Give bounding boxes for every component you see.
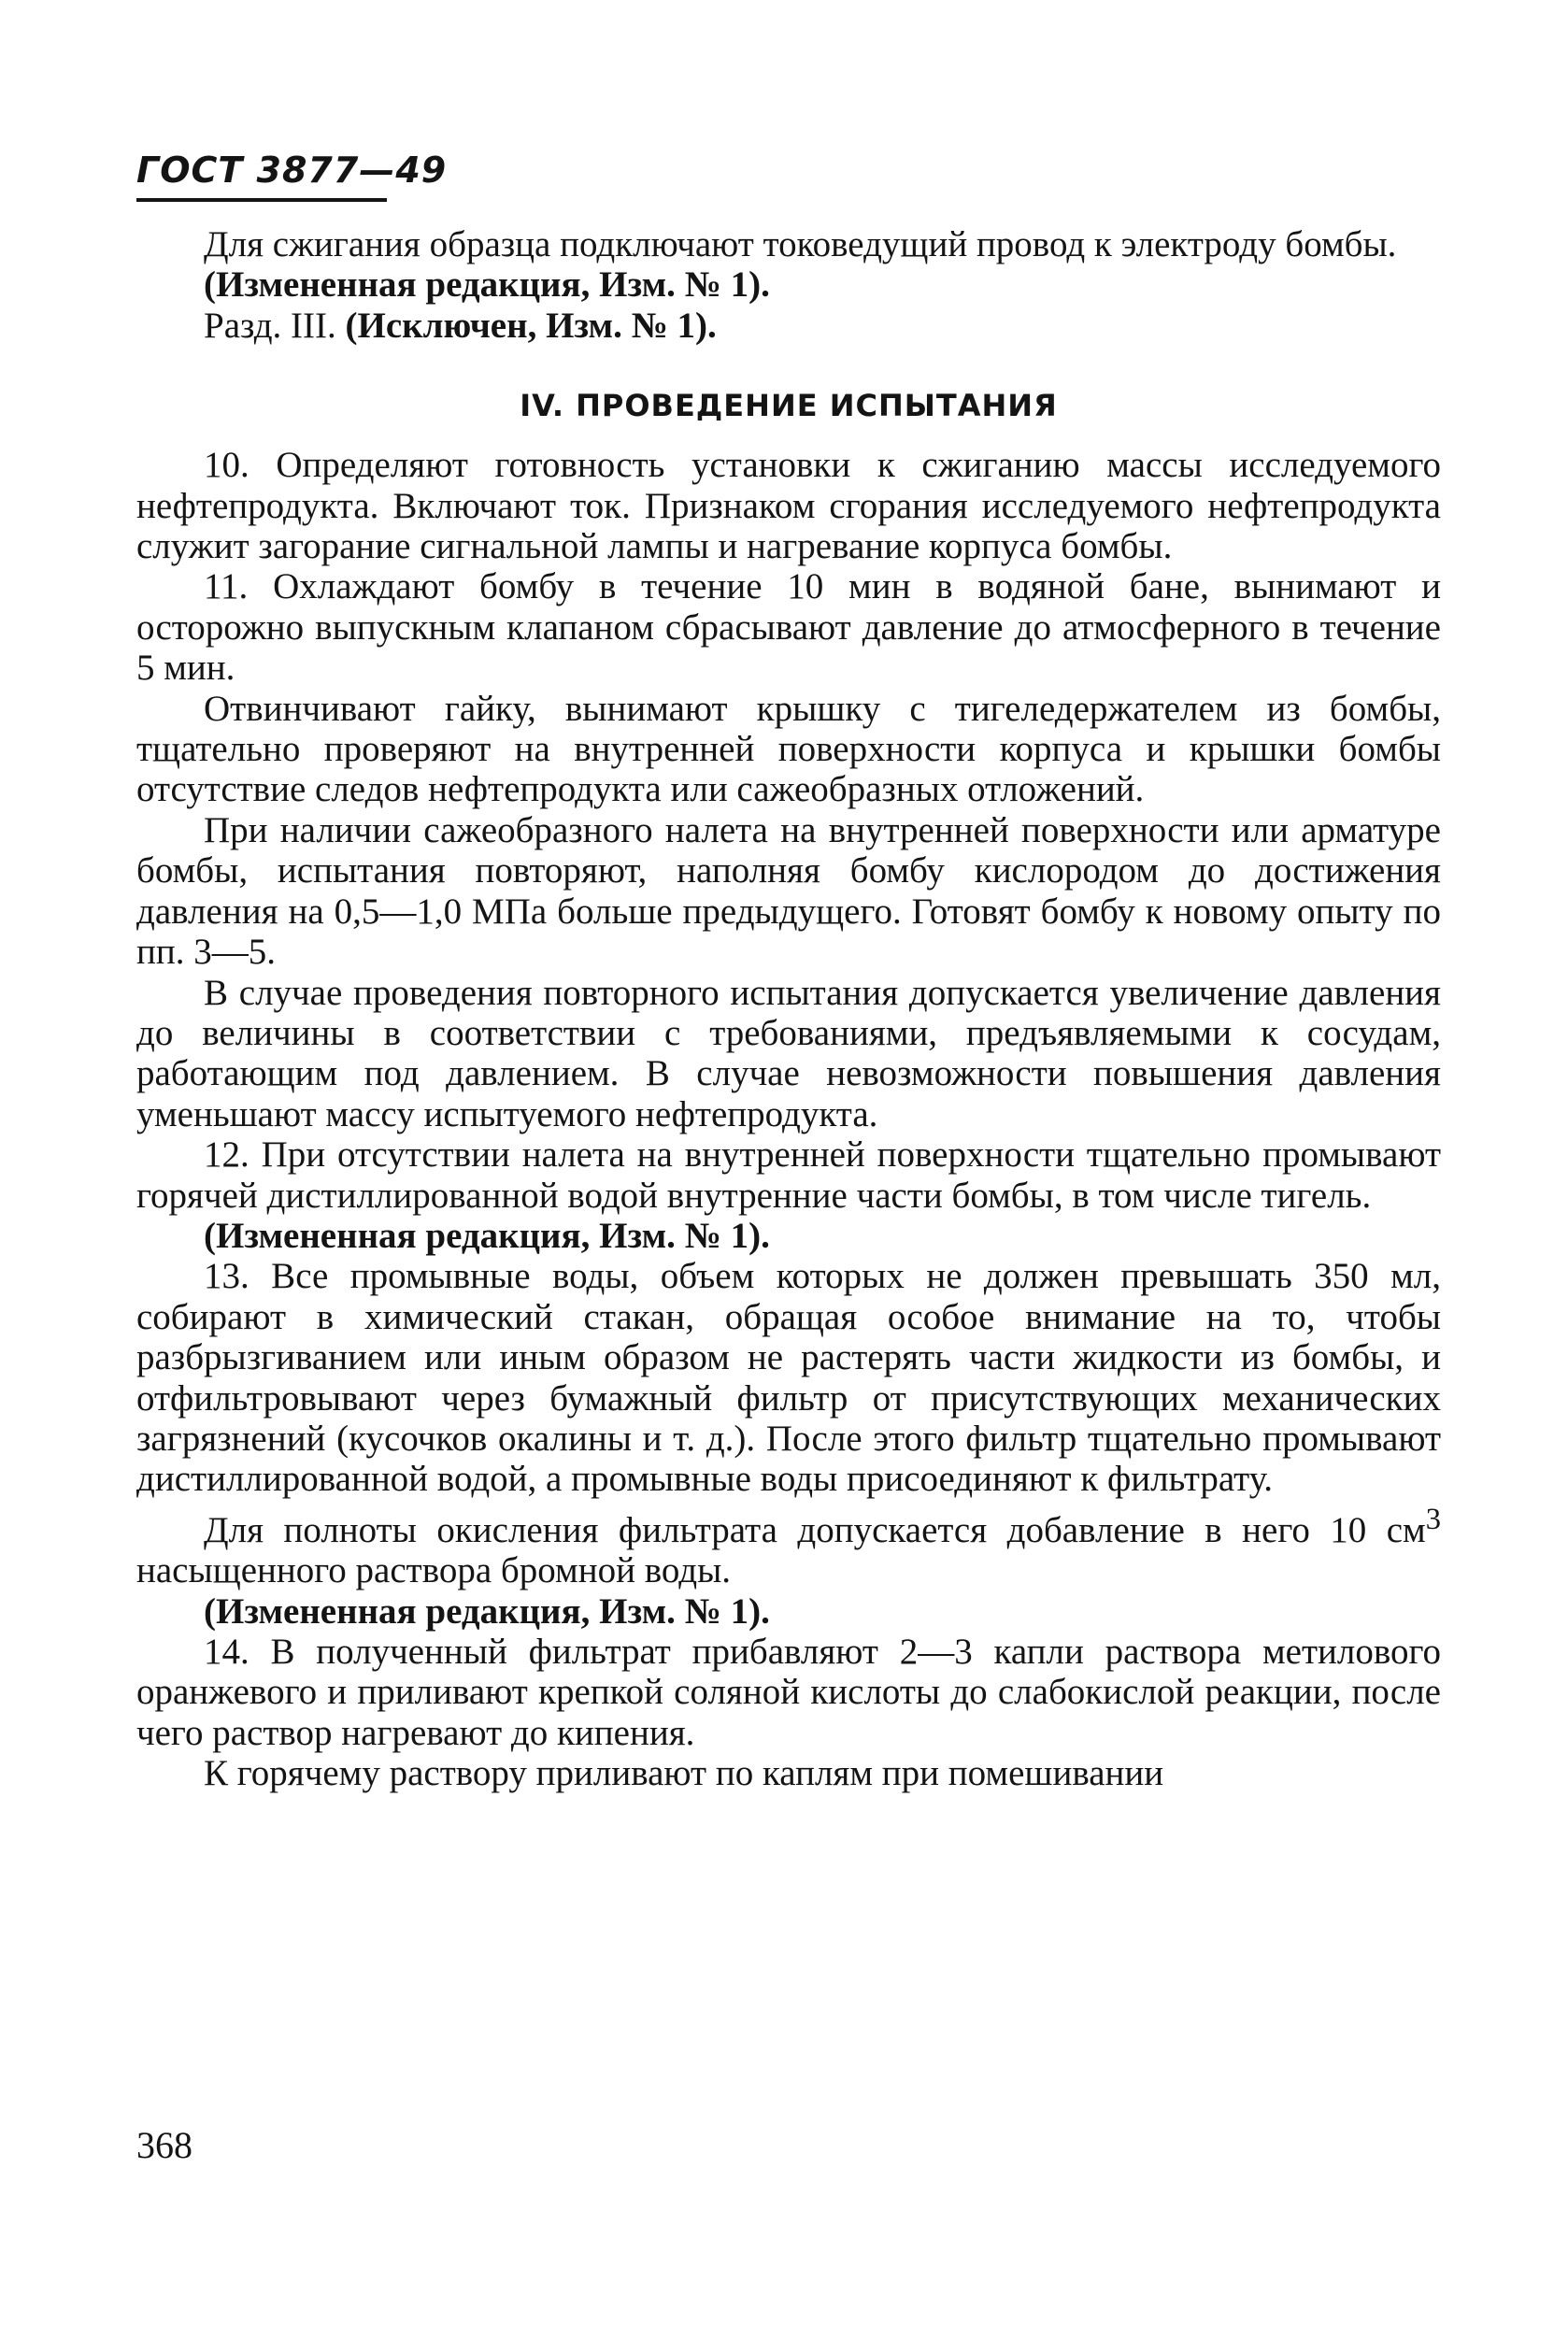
- paragraph-item-13: 13. Все промывные воды, объем которых не должен превышать 350 мл, собирают в химический стакан, обращая особое внимание на то, чтобы разбрызгиванием или иным образом не растерять части жидкости из бомбы, и отфильтровывают через бумажный фильтр от присутствующих механических загрязнений (кусочков окалины и т. д.). После этого фильтр тщательно промывают дистиллированной водой, а промывные воды присоединяют к фильтрату.: [136, 1256, 1441, 1500]
- paragraph: [136, 1500, 1441, 1591]
- paragraph-item-12: 12. При отсутствии налета на внутренней поверхности тщательно промывают горячей дистиллированной водой внутренние части бомбы, в том числе тигель.: [136, 1134, 1441, 1216]
- paragraph: При наличии сажеобразного налета на внутренней поверхности или арматуре бомбы, испытания повторяют, наполняя бомбу кислородом до достижения давления на 0,5—1,0 МПа больше предыдущего. Готовят бомбу к новому опыту по пп. 3—5.: [136, 809, 1441, 973]
- amendment-note-text: (Измененная редакция, Изм. № 1).: [204, 264, 770, 306]
- amendment-note: [136, 1216, 1441, 1256]
- paragraph: В случае проведения повторного испытания допускается увеличение давления до величины в соответствии с требованиями, предъявляемыми к сосудам, работающим под давлением. В случае невозможности повышения давления уменьшают массу испытуемого нефтепродукта.: [136, 972, 1441, 1134]
- document-body: [136, 224, 1441, 1794]
- text-fragment: Для полноты окисления фильтрата допускается добавление в него 10 см: [204, 1509, 1426, 1550]
- page-number: 368: [136, 2124, 192, 2166]
- superscript: 3: [1425, 1502, 1441, 1536]
- amendment-note: [136, 1591, 1441, 1632]
- paragraph: Отвинчивают гайку, вынимают крышку с тигеледержателем из бомбы, тщательно проверяют на внутренней поверхности корпуса и крышки бомбы отсутствие следов нефтепродукта или сажеобразных отложений.: [136, 688, 1441, 810]
- text-fragment: насыщенного раствора бромной воды.: [136, 1550, 732, 1591]
- amendment-note-text: (Измененная редакция, Изм. № 1).: [204, 1215, 770, 1256]
- paragraph-item-11: 11. Охлаждают бомбу в течение 10 мин в водяной бане, вынимают и осторожно выпускным клапаном сбрасывают давление до атмосферного в течение 5 мин.: [136, 566, 1441, 689]
- paragraph: К горячему раствору приливают по каплям при помешивании: [204, 1753, 1164, 1794]
- page-header-standard-number: ГОСТ 3877—49: [136, 150, 448, 191]
- header-underline: [136, 198, 387, 202]
- paragraph: Для сжигания образца подключают токоведущий провод к электроду бомбы.: [204, 224, 1397, 264]
- paragraph-item-14: 14. В полученный фильтрат прибавляют 2—3 капли раствора метилового оранжевого и приливают крепкой соляной кислоты до слабокислой реакции, после чего раствор нагревают до кипения.: [136, 1632, 1441, 1753]
- paragraph-item-10: 10. Определяют готовность установки к сжиганию массы исследуемого нефтепродукта. Включают ток. Признаком сгорания исследуемого нефтепродукта служит загорание сигнальной лампы и нагревание корпуса бомбы.: [136, 445, 1441, 567]
- excluded-note-text: (Исключен, Изм. № 1).: [345, 305, 717, 346]
- section-title: IV. ПРОВЕДЕНИЕ ИСПЫТАНИЯ: [520, 388, 1058, 424]
- section-reference: Разд. III.: [204, 305, 346, 346]
- amendment-note-text: (Измененная редакция, Изм. № 1).: [204, 1590, 770, 1632]
- section-excluded-note: [136, 306, 1441, 346]
- amendment-note: [136, 264, 1441, 305]
